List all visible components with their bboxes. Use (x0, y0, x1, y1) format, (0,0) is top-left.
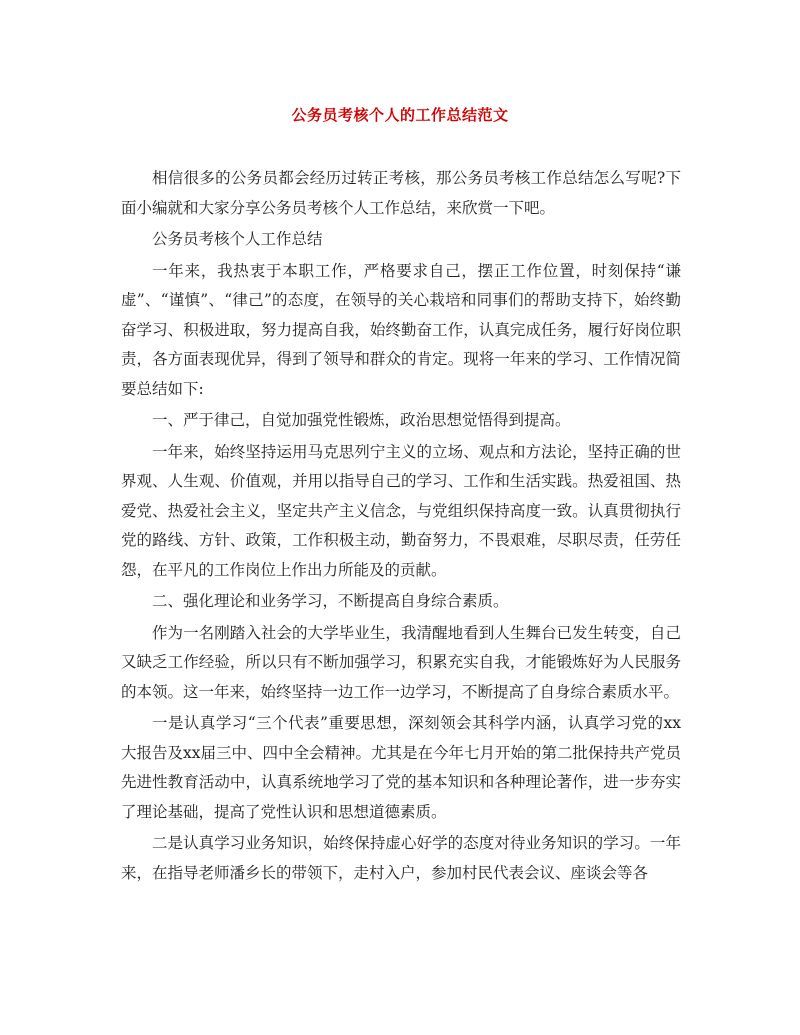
paragraph-section-2: 作为一名刚踏入社会的大学毕业生，我清醒地看到人生舞台已发生转变，自己又缺乏工作经验，所以只有不断加强学习，积累充实自我，才能锻炼好为人民服务的本领。这一年来，始终坚持一边工作一边学习，不断提高了自身综合素质水平。 (121, 623, 681, 701)
paragraph-overview: 一年来，我热衷于本职工作，严格要求自己，摆正工作位置，时刻保持“谦虚”、“谨慎”、“律己”的态度，在领导的关心栽培和同事们的帮助支持下，始终勤奋学习、积极进取，努力提高自我，始终勤奋工作，认真完成任务，履行好岗位职责，各方面表现优异，得到了领导和群众的肯定。现将一年来的学习、工作情况简要总结如下: (121, 261, 681, 398)
paragraph-point-1: 一是认真学习“三个代表”重要思想，深刻领会其科学内涵，认真学习党的xx大报告及xx届三中、四中全会精神。尤其是在今年七月开始的第二批保持共产党员先进性教育活动中，认真系统地学习了党的基本知识和各种理论著作，进一步夯实了理论基础，提高了党性认识和思想道德素质。 (121, 714, 681, 821)
paragraph-point-2: 二是认真学习业务知识，始终保持虚心好学的态度对待业务知识的学习。一年来，在指导老师潘乡长的带领下，走村入户，参加村民代表会议、座谈会等各 (121, 834, 681, 882)
document-title: 公务员考核个人的工作总结范文 (291, 106, 509, 124)
paragraph-section-1: 一年来，始终坚持运用马克思列宁主义的立场、观点和方法论，坚持正确的世界观、人生观、价值观，并用以指导自己的学习、工作和生活实践。热爱祖国、热爱党、热爱社会主义，坚定共产主义信念，与党组织保持高度一致。认真贯彻执行党的路线、方针、政策，工作积极主动，勤奋努力，不畏艰难，尽职尽责，任劳任怨，在平凡的工作岗位上作出力所能及的贡献。 (121, 442, 681, 579)
paragraph-subtitle: 公务员考核个人工作总结 (152, 230, 323, 248)
paragraph-intro: 相信很多的公务员都会经历过转正考核，那公务员考核工作总结怎么写呢?下面小编就和大家分享公务员考核个人工作总结，来欣赏一下吧。 (121, 169, 681, 217)
document-body (121, 164, 681, 890)
section-heading-1: 一、严于律己，自觉加强党性锻炼，政治思想觉悟得到提高。 (152, 411, 571, 429)
section-heading-2: 二、强化理论和业务学习，不断提高自身综合素质。 (152, 592, 509, 610)
